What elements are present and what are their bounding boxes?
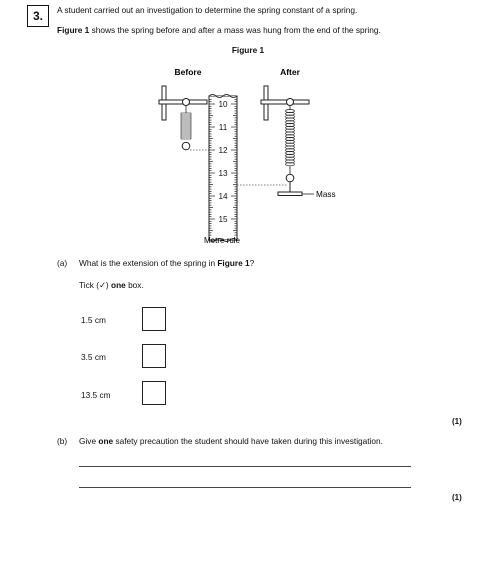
spring-figure xyxy=(0,0,496,260)
part-a-marks: (1) xyxy=(452,417,462,426)
answer-line-1[interactable] xyxy=(79,466,411,467)
metre-rule xyxy=(209,95,237,242)
tick-box-option-3[interactable] xyxy=(142,381,166,405)
part-a-question-end: ? xyxy=(249,258,255,268)
instruction-text: Tick (✓) xyxy=(79,280,111,290)
ruler-tick-label: 15 xyxy=(218,215,228,224)
option-label: 1.5 cm xyxy=(81,315,106,325)
part-b-question-end: safety precaution the student should have taken during this investigation. xyxy=(113,436,383,446)
part-b-label: (b) xyxy=(57,436,68,446)
question-intro: A student carried out an investigation to determine the spring constant of a spring. xyxy=(57,5,358,15)
ruler-tick-label: 11 xyxy=(218,123,228,132)
part-a-question xyxy=(79,258,254,269)
answer-line-2[interactable] xyxy=(79,487,411,488)
figure-title: Figure 1 xyxy=(231,45,265,55)
figure-description-text: shows the spring before and after a mass was hung from the end of the spring. xyxy=(89,25,381,35)
part-b-question-text: Give xyxy=(79,436,99,446)
part-b-question-bold: one xyxy=(98,436,114,446)
part-a-instruction xyxy=(79,280,144,291)
part-a-label: (a) xyxy=(57,258,68,268)
after-label: After xyxy=(280,67,300,77)
ruler-tick-label: 14 xyxy=(218,192,228,201)
metre-rule-label: Metre rule xyxy=(203,236,241,245)
tick-box-option-2[interactable] xyxy=(142,344,166,368)
option-label: 13.5 cm xyxy=(81,390,111,400)
ruler-tick-label: 12 xyxy=(218,146,228,155)
option-label: 3.5 cm xyxy=(81,352,106,362)
part-b-marks: (1) xyxy=(452,493,462,502)
figure-reference: Figure 1 xyxy=(57,25,90,35)
part-b-question xyxy=(79,436,383,447)
question-number: 3. xyxy=(27,5,49,27)
before-label: Before xyxy=(174,67,202,77)
instruction-end: box. xyxy=(125,280,144,290)
after-clamp-stand xyxy=(261,86,309,120)
part-a-question-text: What is the extension of the spring in xyxy=(79,258,218,268)
before-spring xyxy=(181,105,191,150)
instruction-bold: one xyxy=(111,280,126,290)
tick-box-option-1[interactable] xyxy=(142,307,166,331)
after-spring xyxy=(286,105,295,182)
part-a-figure-reference: Figure 1 xyxy=(217,258,250,268)
ruler-tick-label: 13 xyxy=(218,169,228,178)
mass-label: Mass xyxy=(316,190,336,199)
mass-hanger xyxy=(278,182,302,196)
ruler-tick-label: 10 xyxy=(218,100,228,109)
